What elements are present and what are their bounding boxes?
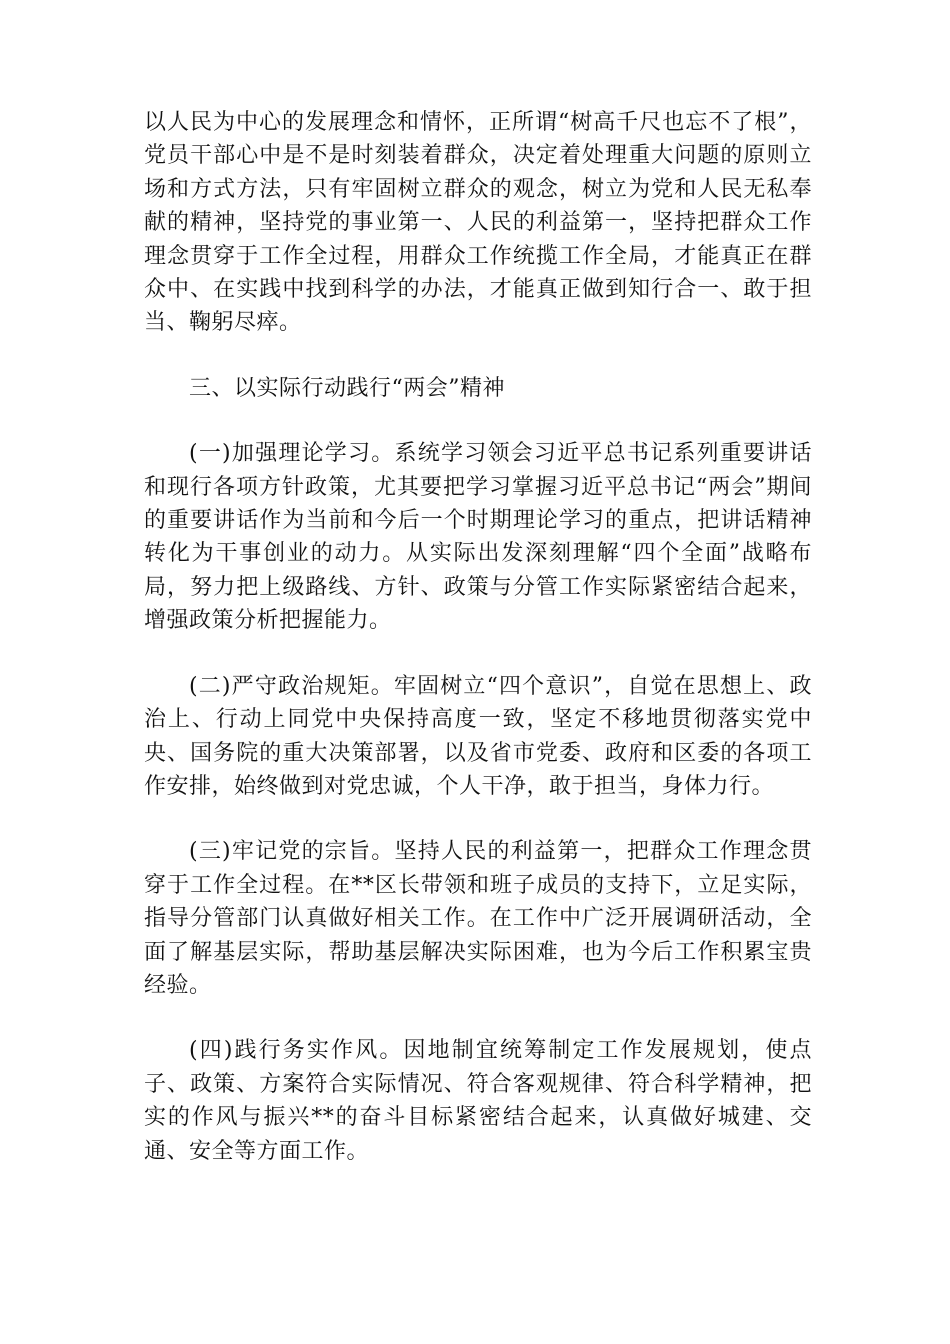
paragraph-practical-style: (四)践行务实作风。因地制宜统筹制定工作发展规划，使点子、政策、方案符合实际情况、符合客观规律、符合科学精神，把实的作风与振兴**的奋斗目标紧密结合起来，认真做好城建、交通、安全等方面工作。 — [144, 1038, 812, 1164]
section-heading: 三、以实际行动践行“两会”精神 — [189, 375, 505, 401]
paragraph-theory-study: (一)加强理论学习。系统学习领会习近平总书记系列重要讲话和现行各项方针政策，尤其要把学习掌握习近平总书记“两会”期间的重要讲话作为当前和今后一个时期理论学习的重点，把讲话精神转化为干事创业的动力。从实际出发深刻理解“四个全面”战略布局，努力把上级路线、方针、政策与分管工作实际紧密结合起来，增强政策分析把握能力。 — [144, 441, 812, 634]
paragraph-political-rules: (二)严守政治规矩。牢固树立“四个意识”，自觉在思想上、政治上、行动上同党中央保持高度一致，坚定不移地贯彻落实党中央、国务院的重大决策部署，以及省市党委、政府和区委的各项工作安排，始终做到对党忠诚，个人干净，敢于担当，身体力行。 — [144, 673, 812, 799]
document-body — [144, 106, 812, 1168]
paragraph-party-purpose: (三)牢记党的宗旨。坚持人民的利益第一，把群众工作理念贯穿于工作全过程。在**区长带领和班子成员的支持下，立足实际，指导分管部门认真做好相关工作。在工作中广泛开展调研活动，全面了解基层实际，帮助基层解决实际困难，也为今后工作积累宝贵经验。 — [144, 839, 812, 998]
paragraph-continuation: 以人民为中心的发展理念和情怀，正所谓“树高千尺也忘不了根”，党员干部心中是不是时刻装着群众，决定着处理重大问题的原则立场和方式方法，只有牢固树立群众的观念，树立为党和人民无私奉献的精神，坚持党的事业第一、人民的利益第一，坚持把群众工作理念贯穿于工作全过程，用群众工作统揽工作全局，才能真正在群众中、在实践中找到科学的办法，才能真正做到知行合一、敢于担当、鞠躬尽瘁。 — [144, 110, 812, 336]
